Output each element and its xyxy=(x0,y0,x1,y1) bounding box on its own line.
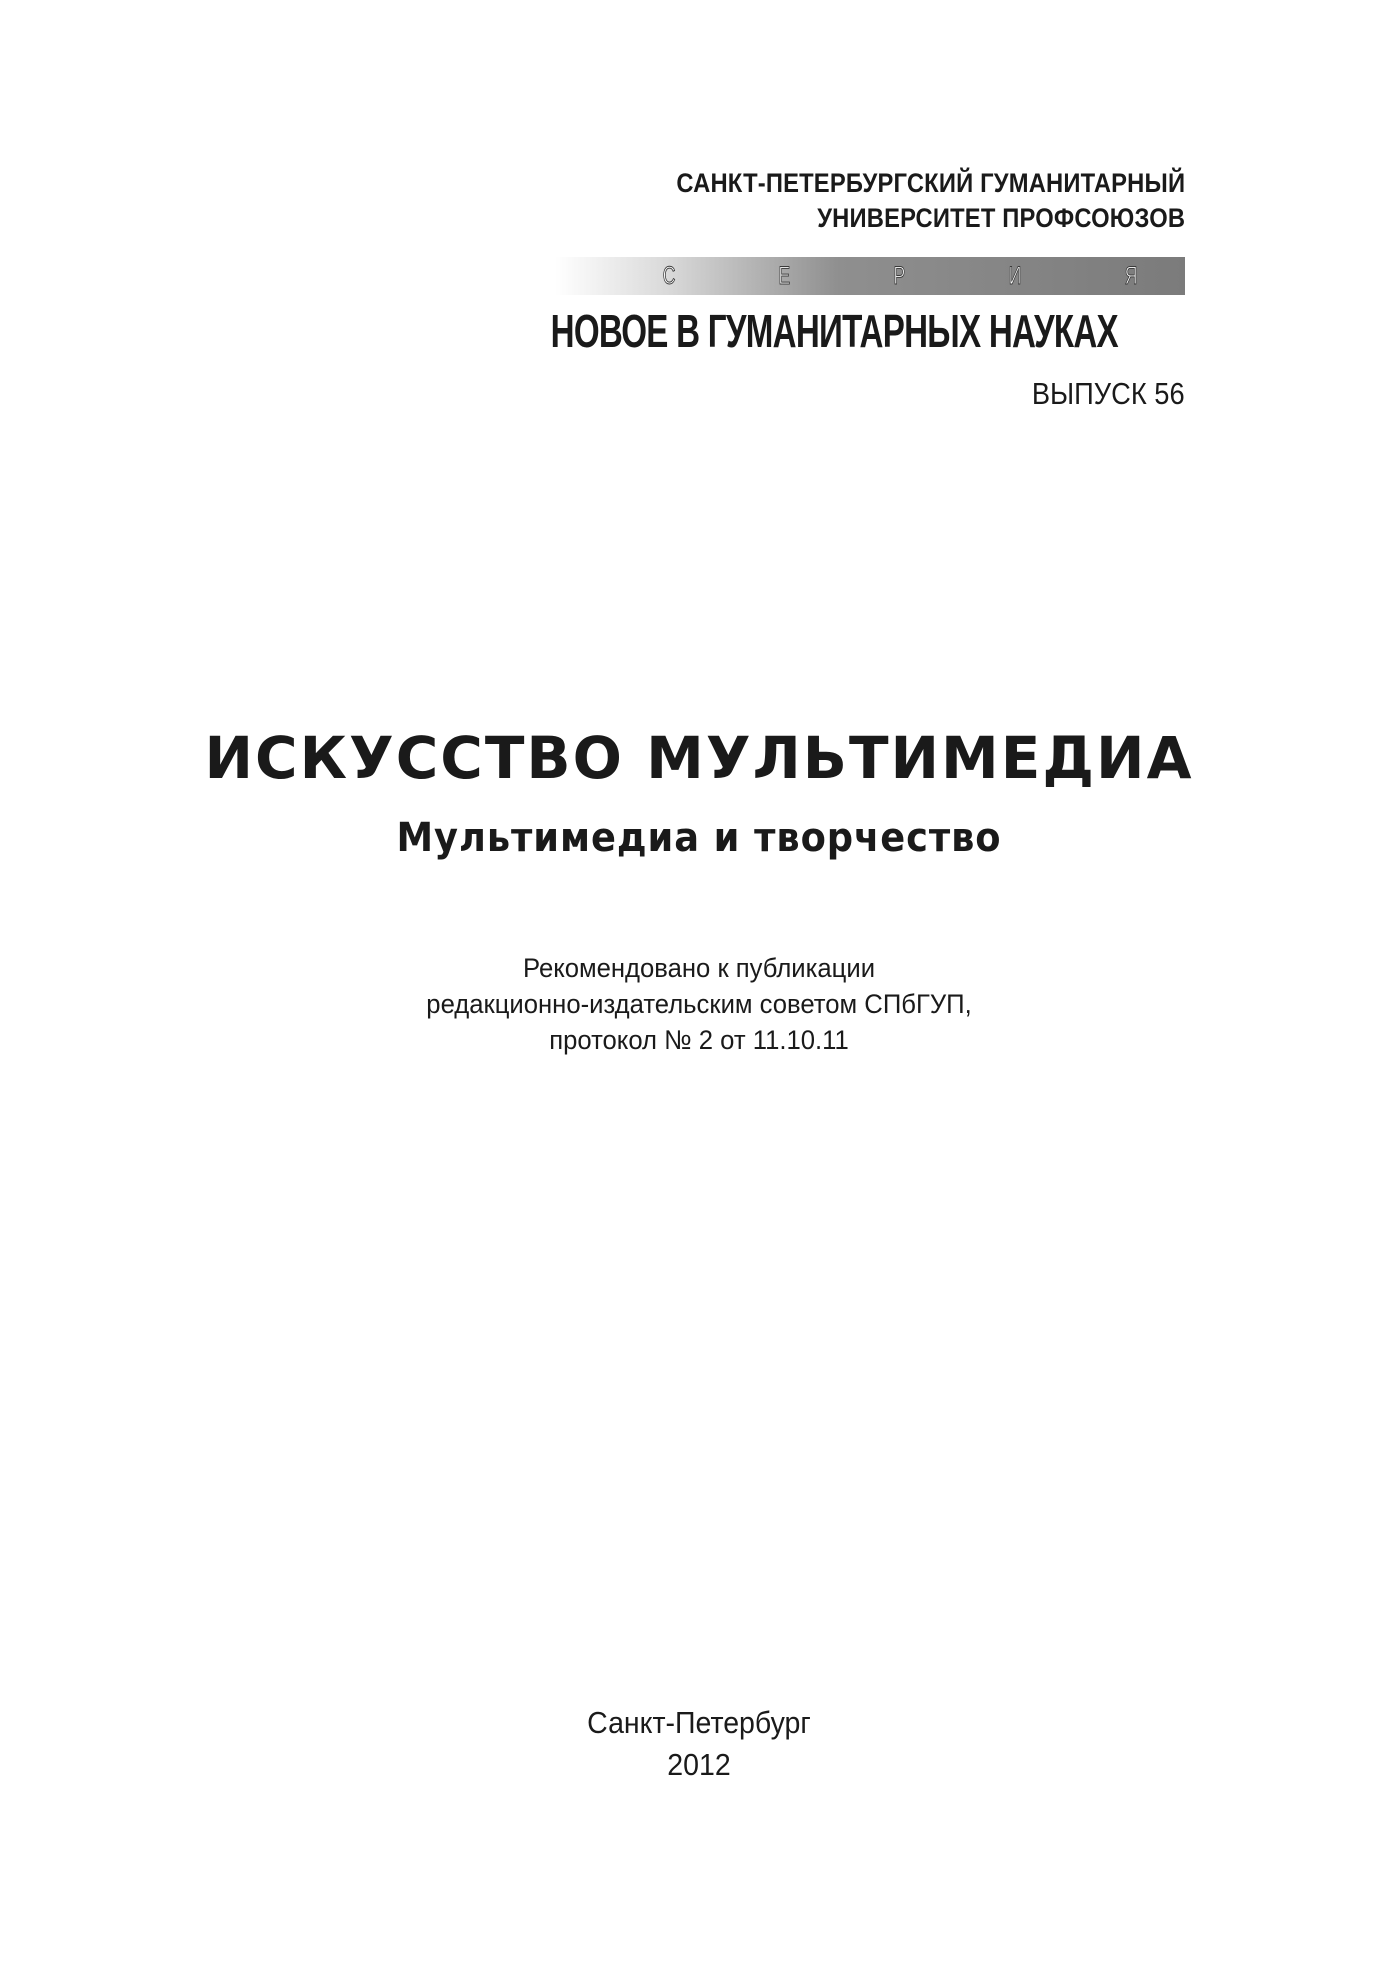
imprint-year: 2012 xyxy=(667,1747,731,1782)
imprint xyxy=(56,1702,1342,1786)
issue-number: ВЫПУСК 56 xyxy=(1032,376,1185,411)
series-label xyxy=(660,257,1140,295)
recommendation-line: Рекомендовано к публикации xyxy=(522,953,876,983)
series-letter: И xyxy=(1008,261,1022,290)
publisher-line-2: УНИВЕРСИТЕТ ПРОФСОЮЗОВ xyxy=(816,203,1185,233)
recommendation-line: редакционно-издательским советом СПбГУП, xyxy=(426,989,972,1019)
series-letter: Я xyxy=(1124,261,1138,290)
series-letter: С xyxy=(662,261,676,290)
publisher-line-1: САНКТ-ПЕТЕРБУРГСКИЙ ГУМАНИТАРНЫЙ xyxy=(676,168,1185,198)
publication-recommendation xyxy=(35,950,1363,1058)
series-letter: Р xyxy=(893,261,906,290)
book-subtitle: Мультимедиа и творчество xyxy=(396,815,1002,861)
recommendation-line: протокол № 2 от 11.10.11 xyxy=(549,1025,849,1055)
series-letter: Е xyxy=(778,261,791,290)
book-title: ИСКУССТВО МУЛЬТИМЕДИА xyxy=(204,724,1194,792)
series-name: НОВОЕ В ГУМАНИТАРНЫХ НАУКАХ xyxy=(550,305,1118,357)
imprint-city: Санкт-Петербург xyxy=(587,1705,811,1740)
publisher-name xyxy=(676,166,1185,236)
